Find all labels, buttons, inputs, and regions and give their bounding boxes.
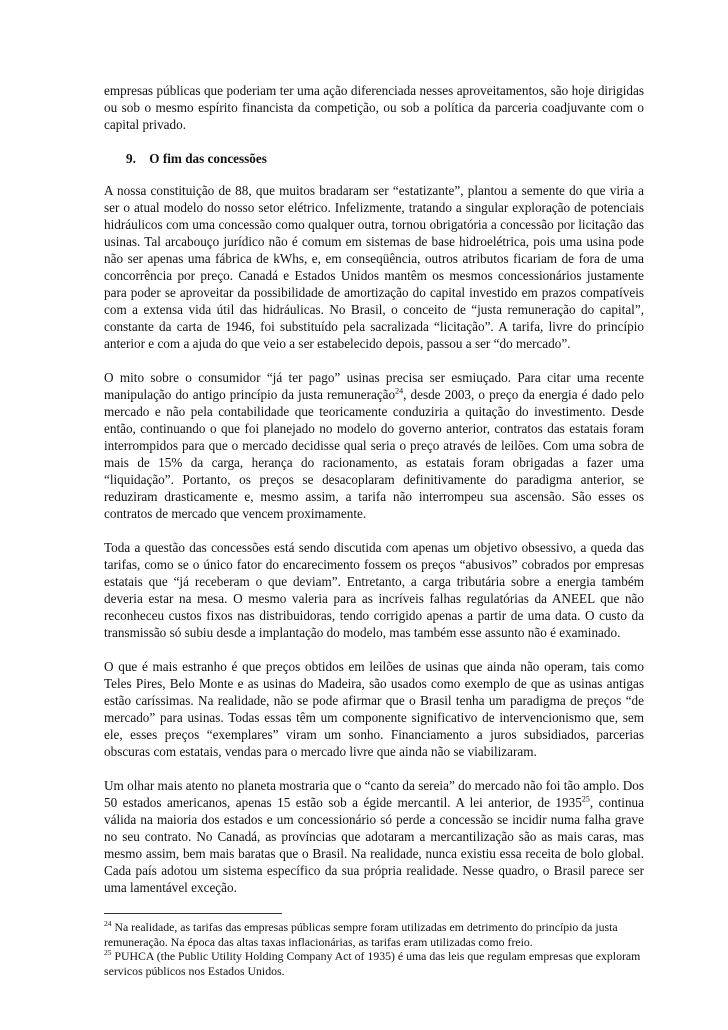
footnote-24 <box>104 920 644 949</box>
paragraph-2 <box>104 369 644 522</box>
footnote-text: Na realidade, as tarifas das empresas públicas sempre foram utilizadas em detrimento do princípio da justa remuneração. Na época das altas taxas inflacionárias, as tarifas eram utilizadas como freio. <box>104 920 618 949</box>
paragraph-5-part-a: Um olhar mais atento no planeta mostraria que o “canto da sereia” do mercado não foi tão amplo. Dos 50 estados americanos, apenas 15 estão sob a égide mercantil. A lei anterior, de 1935 <box>104 778 644 810</box>
paragraph-5-part-b: , continua válida na maioria dos estados e um concessionário só perde a concessão se incidir numa falha grave no seu contrato. No Canadá, as províncias que adotaram a mercantilização são as mais caras, mas mesmo assim, bem mais baratas que o Brasil. Na realidade, nunca existiu essa receita de bolo global. Cada país adotou um sistema específico da sua própria realidade. Nesse quadro, o Brasil parece ser uma lamentável exceção. <box>104 795 644 895</box>
paragraph-2-part-b: , desde 2003, o preço da energia é dado pelo mercado e não pela contabilidade que teoricamente conduziria a quitação do investimento. Desde então, continuando o que foi planejado no modelo do governo anterior, contratos das estatais foram interrompidos para que o mercado decidisse qual seria o preço através de leilões. Com uma sobra de mais de 15% da carga, herança do racionamento, as estatais foram obrigadas a fazer uma “liquidação”. Portanto, os preços se desacoplaram definitivamente do paradigma anterior, se reduziram drasticamente e, mesmo assim, a tarifa não interrompeu sua ascensão. São esses os contratos de mercado que vencem proximamente. <box>104 387 645 521</box>
paragraph-3: Toda a questão das concessões está sendo discutida com apenas um objetivo obsessivo, a queda das tarifas, como se o único fator do encarecimento fossem os preços “abusivos” cobrados por empresas estatais que “já receberam o que deviam”. Entretanto, a carga tributária sobre a energia também deveria estar na mesa. O mesmo valeria para as incríveis falhas regulatórias da ANEEL que não reconheceu custos fixos nas distribuidoras, tendo corrigido apenas a partir de uma data. O custo da transmissão só subiu desde a implantação do modelo, mas também esse assunto não é examinado. <box>104 540 644 640</box>
paragraph-4: O que é mais estranho é que preços obtidos em leilões de usinas que ainda não operam, tais como Teles Pires, Belo Monte e as usinas do Madeira, são usados como exemplo de que as usinas antigas estão caríssimas. Na realidade, não se pode afirmar que o Brasil tenha um paradigma de preços “de mercado” para usinas. Todas essas têm um componente significativo de intervencionismo que, sem ele, esses preços “exemplares” viram um sonho. Financiamento a juros subsidiados, parcerias obscuras com estatais, vendas para o mercado livre que ainda não se viabilizaram. <box>104 659 644 759</box>
document-page <box>104 82 644 978</box>
footnote-divider <box>104 913 282 914</box>
footnote-25 <box>104 949 644 978</box>
section-number: 9. <box>126 151 136 166</box>
footnote-ref-24: 24 <box>395 386 404 396</box>
section-title: O fim das concessões <box>149 151 267 166</box>
intro-paragraph: empresas públicas que poderiam ter uma ação diferenciada nesses aproveitamentos, são hoje dirigidas ou sob o mesmo espírito financista da competição, ou sob a política da parceria coadjuvante com o capital privado. <box>104 83 644 132</box>
paragraph-1: A nossa constituição de 88, que muitos bradaram ser “estatizante”, plantou a semente do que viria a ser o atual modelo do nosso setor elétrico. Infelizmente, tratando a singular exploração de potenciais hidráulicos com uma concessão como qualquer outra, tornou obrigatória a concessão por licitação das usinas. Tal arcabouço jurídico não é comum em sistemas de base hidroelétrica, pois uma usina pode não ser apenas uma fábrica de kWhs, e, em conseqüência, outros atributos ficariam de fora de uma concorrência por preço. Canadá e Estados Unidos mantêm os mesmos concessionários justamente para poder se aproveitar da possibilidade de amortização do capital investido em prazos compatíveis com a extensa vida útil das hidráulicas. No Brasil, o conceito de “justa remuneração do capital”, constante da carta de 1946, foi substituído pela sacralizada “licitação”. A tarifa, livre do princípio anterior e com a ajuda do que veio a ser estabelecido depois, passou a ser “do mercado”. <box>104 183 644 351</box>
footnote-mark: 25 <box>104 948 112 958</box>
paragraph-2-part-a: O mito sobre o consumidor “já ter pago” usinas precisa ser esmiuçado. Para citar uma recente manipulação do antigo princípio da justa remuneração <box>104 370 644 402</box>
footnote-ref-25: 25 <box>581 794 590 804</box>
footnote-text: PUHCA (the Public Utility Holding Company Act of 1935) é uma das leis que regulam empresas que exploram servicos públicos nos Estados Unidos. <box>104 949 641 978</box>
paragraph-5 <box>104 777 644 896</box>
section-heading <box>104 150 644 167</box>
footnote-mark: 24 <box>104 919 112 929</box>
